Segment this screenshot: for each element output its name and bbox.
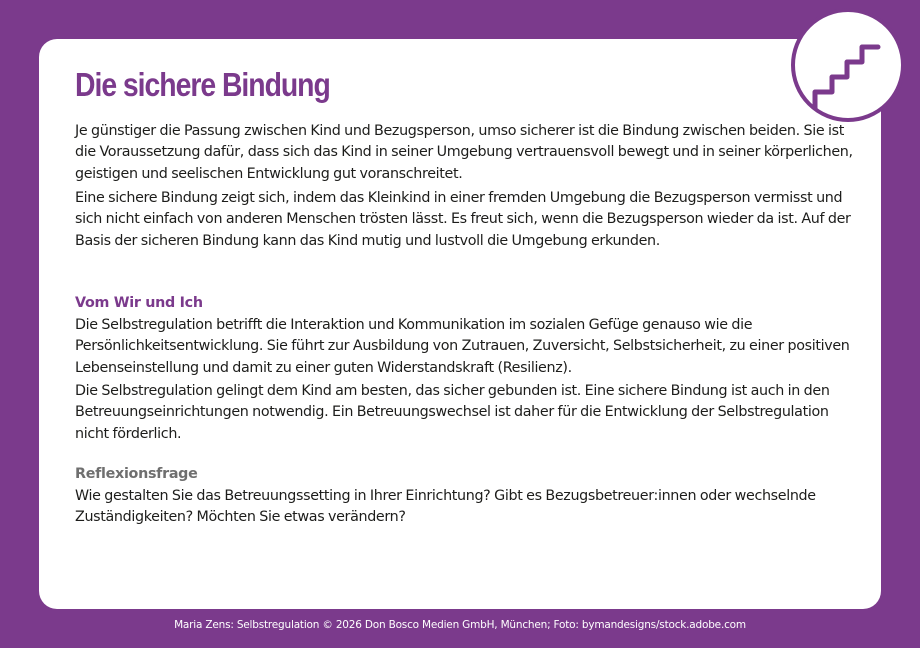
footer-credit: Maria Zens: Selbstregulation © 2026 Don Bosco Medien GmbH, München; Foto: bymandesigns/stock.adobe.com bbox=[174, 619, 746, 631]
section-paragraph-2: Die Selbstregulation gelingt dem Kind am besten, das sicher gebunden ist. Eine sichere Bindung ist auch in den Betreuungseinrichtungen notwendig. Ein Betreuungswechsel ist daher für die Entwicklung der Selbstregulation nicht förderlich. bbox=[75, 383, 830, 442]
section-paragraph-1: Die Selbstregulation betrifft die Interaktion und Kommunikation im sozialen Gefüge genauso wie die Persönlichkeitsentwicklung. Sie führt zur Ausbildung von Zutrauen, Zuversicht, Selbstsicherheit, zu einer positiven Lebenseinstellung und damit zu einer guten Widerstandskraft (Resilienz). bbox=[75, 317, 850, 376]
reflection-heading: Reflexionsfrage bbox=[75, 466, 198, 482]
reflection-question: Wie gestalten Sie das Betreuungssetting in Ihrer Einrichtung? Gibt es Bezugsbetreuer:innen oder wechselnde Zuständigkeiten? Möchten Sie etwas verändern? bbox=[75, 488, 816, 526]
page-title: Die sichere Bindung bbox=[75, 66, 330, 103]
stairs-icon bbox=[795, 12, 901, 118]
stairs-badge bbox=[791, 8, 905, 122]
intro-paragraph-2: Eine sichere Bindung zeigt sich, indem das Kleinkind in einer fremden Umgebung die Bezugsperson vermisst und sich nicht einfach von anderen Menschen trösten lässt. Es freut sich, wenn die Bezugsperson wieder da ist. Auf der Basis der sicheren Bindung kann das Kind mutig und lustvoll die Umgebung erkunden. bbox=[75, 190, 851, 249]
section-heading: Vom Wir und Ich bbox=[75, 295, 203, 311]
intro-paragraph-1: Je günstiger die Passung zwischen Kind und Bezugsperson, umso sicherer ist die Bindung zwischen beiden. Sie ist die Voraussetzung dafür, dass sich das Kind in seiner Umgebung vertrauensvoll bewegt und in seiner körperlichen, geistigen und seelischen Entwicklung gut voranschreitet. bbox=[75, 123, 853, 182]
